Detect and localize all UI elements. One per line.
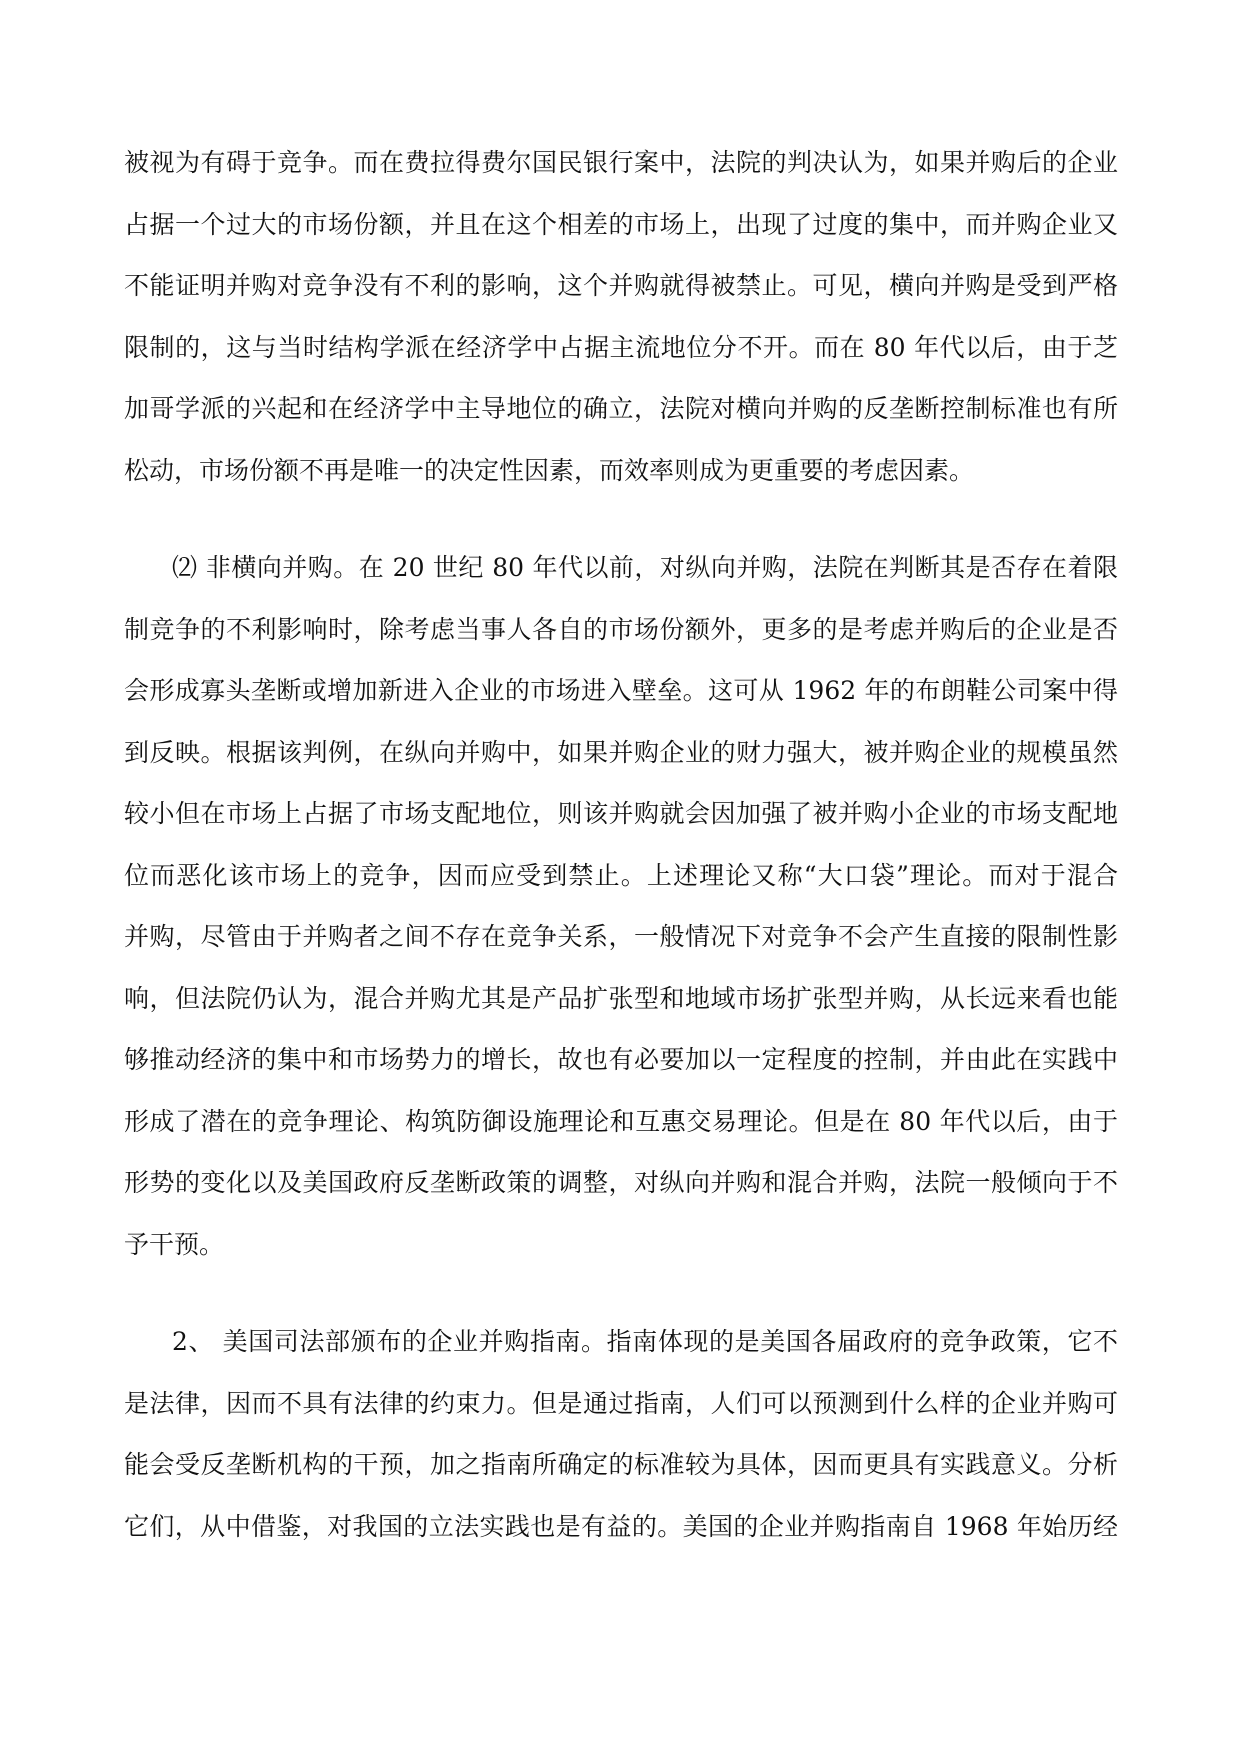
text-line: 形成了潜在的竞争理论、构筑防御设施理论和互惠交易理论。但是在 80 年代以后，由于 [124,1106,1118,1136]
text-line: 能会受反垄断机构的干预，加之指南所确定的标准较为具体，因而更具有实践意义。分析 [124,1450,1118,1479]
paragraph-merger-guidelines [124,1311,1118,1557]
text-line: 它们，从中借鉴，对我国的立法实践也是有益的。美国的企业并购指南自 1968 年始历经 [124,1511,1118,1541]
paragraph-non-horizontal-merger [124,537,1118,1275]
text-line: 限制的，这与当时结构学派在经济学中占据主流地位分不开。而在 80 年代以后，由于芝 [124,332,1118,362]
text-line: 位而恶化该市场上的竞争，因而应受到禁止。上述理论又称“大口袋”理论。而对于混合 [124,860,1118,890]
paragraph-horizontal-merger-conclusion [124,132,1118,501]
text-line: 是法律，因而不具有法律的约束力。但是通过指南，人们可以预测到什么样的企业并购可 [124,1388,1118,1418]
text-line: 够推动经济的集中和市场势力的增长，故也有必要加以一定程度的控制，并由此在实践中 [124,1045,1118,1074]
text-line: 2、 美国司法部颁布的企业并购指南。指南体现的是美国各届政府的竞争政策，它不 [172,1327,1118,1356]
text-line: 会形成寡头垄断或增加新进入企业的市场进入壁垒。这可从 1962 年的布朗鞋公司案中得 [124,676,1118,705]
text-line: 并购，尽管由于并购者之间不存在竞争关系，一般情况下对竞争不会产生直接的限制性影 [124,922,1118,951]
text-line: 到反映。根据该判例，在纵向并购中，如果并购企业的财力强大，被并购企业的规模虽然 [124,737,1118,767]
text-line: 占据一个过大的市场份额，并且在这个相差的市场上，出现了过度的集中，而并购企业又 [124,209,1118,239]
text-line: 予干预。 [124,1229,225,1259]
text-line: 较小但在市场上占据了市场支配地位，则该并购就会因加强了被并购小企业的市场支配地 [124,799,1118,828]
text-line: 不能证明并购对竞争没有不利的影响，这个并购就得被禁止。可见，横向并购是受到严格 [124,271,1118,300]
text-line: 被视为有碍于竞争。而在费拉得费尔国民银行案中，法院的判决认为，如果并购后的企业 [124,148,1118,177]
text-line: 制竞争的不利影响时，除考虑当事人各自的市场份额外，更多的是考虑并购后的企业是否 [124,614,1118,644]
text-line: 松动，市场份额不再是唯一的决定性因素，而效率则成为更重要的考虑因素。 [124,455,975,485]
text-line: 响，但法院仍认为，混合并购尤其是产品扩张型和地域市场扩张型并购，从长远来看也能 [124,983,1118,1013]
text-line: 加哥学派的兴起和在经济学中主导地位的确立，法院对横向并购的反垄断控制标准也有所 [124,394,1118,423]
text-line: 形势的变化以及美国政府反垄断政策的调整，对纵向并购和混合并购，法院一般倾向于不 [124,1168,1118,1197]
text-line: ⑵ 非横向并购。在 20 世纪 80 年代以前，对纵向并购，法院在判断其是否存在着限 [172,553,1118,582]
